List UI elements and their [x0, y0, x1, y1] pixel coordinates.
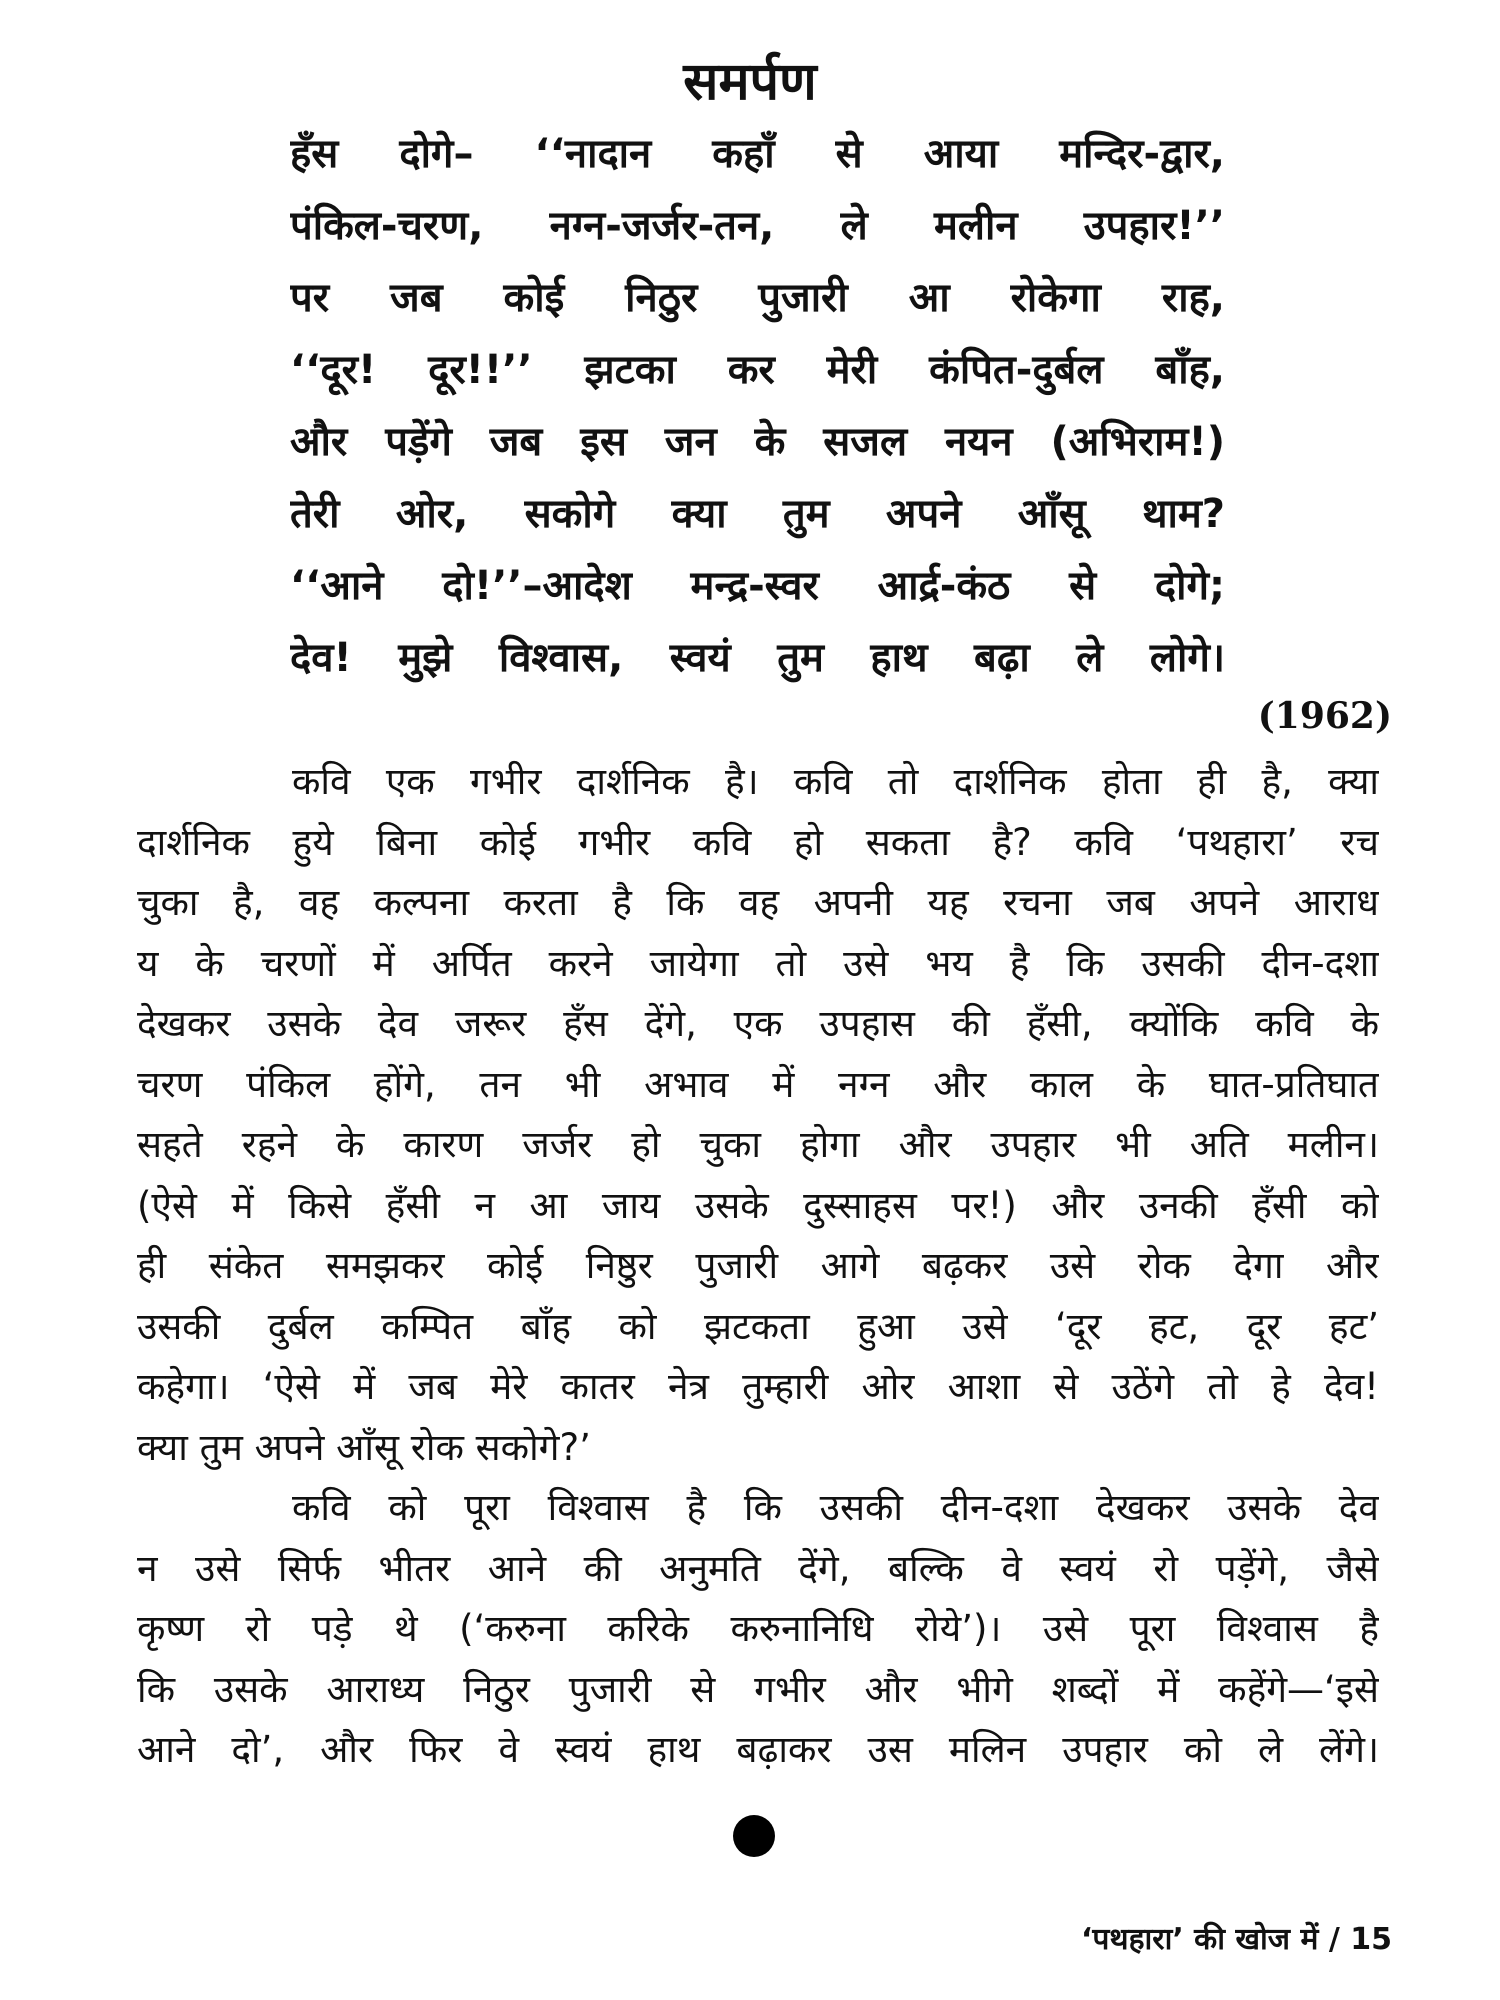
poem-line: हँस दोगे– ‘‘नादान कहाँ से आया मन्दिर-द्वार, [290, 131, 1225, 177]
poem [290, 118, 1225, 694]
prose-line: न उसे सिर्फ भीतर आने की अनुमति देंगे, बल्कि वे स्वयं रो पड़ेंगे, जैसे [137, 1546, 1379, 1590]
commentary [137, 752, 1379, 1781]
prose-line: चरण पंकिल होंगे, तन भी अभाव में नग्न और काल के घात-प्रतिघात [137, 1062, 1379, 1106]
poem-line: पंकिल-चरण, नग्न-जर्जर-तन, ले मलीन उपहार!’’ [290, 203, 1225, 249]
prose-line: आने दो’, और फिर वे स्वयं हाथ बढ़ाकर उस मलिन उपहार को ले लेंगे। [137, 1728, 1379, 1771]
prose-line: कवि एक गभीर दार्शनिक है। कवि तो दार्शनिक होता ही है, क्या [292, 760, 1379, 803]
page-footer: ‘पथहारा’ की खोज में / 15 [1081, 1922, 1392, 1957]
prose-line: (ऐसे में किसे हँसी न आ जाय उसके दुस्साहस पर!) और उनकी हँसी को [137, 1183, 1379, 1227]
page-title: समर्पण [683, 52, 817, 112]
prose-line: कृष्ण रो पड़े थे (‘करुना करिके करुनानिधि रोये’)। उसे पूरा विश्वास है [137, 1607, 1379, 1650]
poem-line: तेरी ओर, सकोगे क्या तुम अपने आँसू थाम? [290, 491, 1225, 537]
prose-line: य के चरणों में अर्पित करने जायेगा तो उसे भय है कि उसकी दीन-दशा [137, 941, 1379, 985]
poem-line: और पड़ेंगे जब इस जन के सजल नयन (अभिराम!) [290, 419, 1225, 465]
poem-year: (1962) [1257, 695, 1392, 737]
poem-line: ‘‘दूर! दूर!!’’ झटका कर मेरी कंपित-दुर्बल बाँह, [290, 347, 1225, 393]
poem-line: देव! मुझे विश्वास, स्वयं तुम हाथ बढ़ा ले लोगे। [290, 635, 1225, 681]
prose-line: कहेगा। ‘ऐसे में जब मेरे कातर नेत्र तुम्हारी ओर आशा से उठेंगे तो हे देव! [137, 1365, 1379, 1408]
poem-line: पर जब कोई निठुर पुजारी आ रोकेगा राह, [290, 275, 1225, 321]
prose-line: देखकर उसके देव जरूर हँस देंगे, एक उपहास की हँसी, क्योंकि कवि के [137, 1002, 1379, 1045]
prose-line: उसकी दुर्बल कम्पित बाँह को झटकता हुआ उसे ‘दूर हट, दूर हट’ [137, 1304, 1379, 1348]
section-end-bullet [733, 1815, 775, 1857]
prose-line: कवि को पूरा विश्वास है कि उसकी दीन-दशा देखकर उसके देव [292, 1486, 1379, 1529]
prose-line: सहते रहने के कारण जर्जर हो चुका होगा और उपहार भी अति मलीन। [137, 1123, 1379, 1166]
prose-line: ही संकेत समझकर कोई निष्ठुर पुजारी आगे बढ़कर उसे रोक देगा और [137, 1244, 1379, 1287]
poem-line: ‘‘आने दो!’’–आदेश मन्द्र-स्वर आर्द्र-कंठ से दोगे; [290, 563, 1225, 609]
prose-line: कि उसके आराध्य निठुर पुजारी से गभीर और भीगे शब्दों में कहेंगे—‘इसे [137, 1667, 1379, 1711]
prose-line: चुका है, वह कल्पना करता है कि वह अपनी यह रचना जब अपने आराध [137, 881, 1379, 924]
prose-line: क्या तुम अपने आँसू रोक सकोगे?’ [137, 1425, 591, 1469]
prose-line: दार्शनिक हुये बिना कोई गभीर कवि हो सकता है? कवि ‘पथहारा’ रच [137, 820, 1379, 864]
